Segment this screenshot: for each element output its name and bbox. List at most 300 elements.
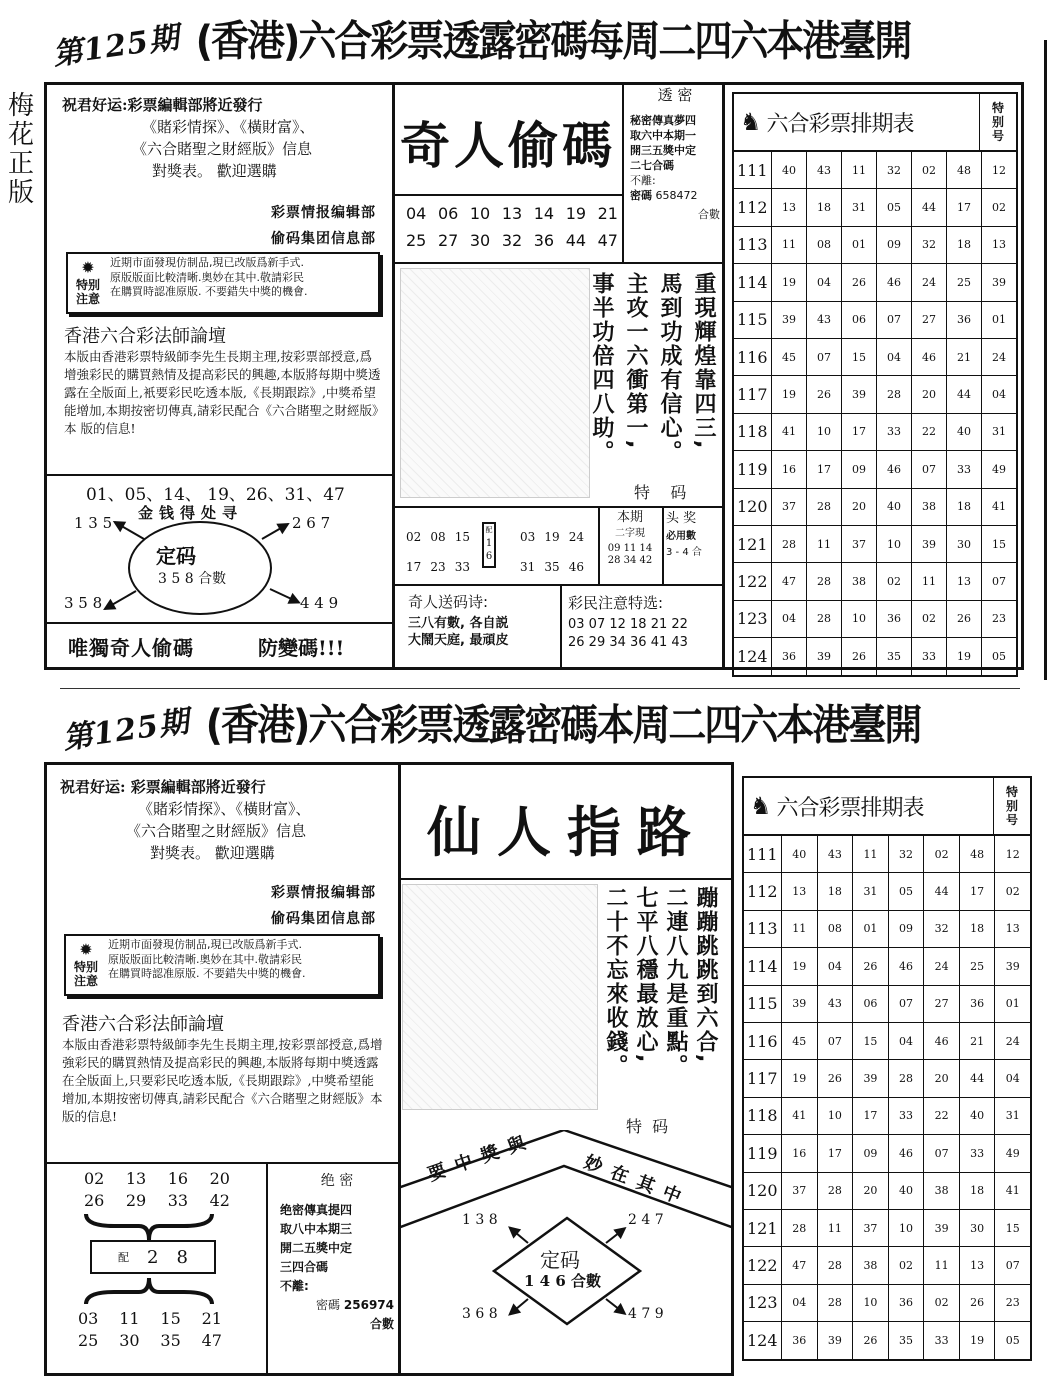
poem-column-3: 七平八穩最放心, [633,886,658,1065]
number-cell: 43 [807,152,842,188]
lucky-numbers: 01、05、14、 19、26、31、47 [86,485,345,505]
special-notice: ✹ 特别 注意 近期市面發現仿制品,現已改版爲新手式. 原版版面比較清晰.奥妙在其中.敬請彩民 在購買時認准原版. 不要錯失中獎的機會. [64,934,380,996]
number-cell: 08 [807,227,842,263]
mascot-icon: ♞ [750,792,771,820]
number-cell: 17 [947,189,982,225]
number-cell: 20 [842,489,877,525]
table-row [744,836,1030,873]
special-number-cell: 04 [1005,1072,1020,1086]
number-cell: 36 [947,302,982,338]
number-cell: 02 [924,1285,960,1321]
number-cell: 41 [772,414,807,450]
number-cell: 32 [889,836,925,872]
number-cell: 07 [818,1023,854,1059]
number-cell: 19 [960,1322,996,1359]
pair-left: 02 08 15 17 23 33 [406,530,470,574]
number-cell: 26 [807,376,842,412]
divider [398,878,734,880]
headline-text: (香港)六合彩票透露密碼每周二四六本港臺開 [195,17,911,66]
schedule-header: ♞ 六合彩票排期表 特 别 号 [744,778,1030,836]
special-number-cell: 02 [992,201,1006,215]
divider [398,762,401,1376]
number-cell: 32 [912,227,947,263]
dept-block: 彩票情报编辑部 偷码集团信息部 [271,885,376,927]
number-cell: 11 [924,1247,960,1283]
special-number-cell: 39 [992,275,1006,289]
sun-icon: ✹ [79,940,93,959]
number-cell: 13 [960,1247,996,1283]
number-cell: 37 [772,489,807,525]
number-cell: 44 [912,189,947,225]
table-row [734,601,1016,638]
number-cell: 28 [818,1247,854,1283]
special-number-cell: 13 [992,238,1006,252]
corner-top-right: 2 4 7 [628,1212,664,1228]
number-cell: 01 [842,227,877,263]
number-cell: 31 [853,873,889,909]
number-cell: 44 [924,873,960,909]
match-box: 配 1 6 [482,522,496,568]
special-number-cell: 15 [992,537,1006,551]
number-cell: 45 [772,339,807,375]
table-row [734,526,1016,563]
issue-number: 第125期 [50,20,182,73]
number-cell: 20 [912,376,947,412]
forum-block [64,326,382,438]
special-number-cell: 13 [1005,922,1020,936]
number-cell: 33 [877,414,912,450]
number-cell: 44 [947,376,982,412]
table-row [744,1023,1030,1060]
special-number-header: 特 别 号 [991,101,1004,143]
period-cell: 119 [734,451,772,487]
slogan-left: 唯獨奇人偷碼 [68,636,194,660]
number-cell: 40 [877,489,912,525]
slogan-right: 防變碼!!! [258,636,345,660]
special-number-cell: 07 [1005,1258,1020,1272]
number-cell: 37 [853,1210,889,1246]
number-cell: 41 [782,1098,818,1134]
special-number-cell: 02 [1005,885,1020,899]
brace-top-numbers: 02 13 16 20 26 29 33 42 [84,1169,230,1210]
special-number-cell: 07 [992,574,1006,588]
forum-title: 香港六合彩法師論壇 [62,1014,224,1035]
number-cell: 32 [877,152,912,188]
number-cell: 05 [877,189,912,225]
special-number-cell: 05 [992,650,1006,664]
table-row [744,986,1030,1023]
divider [44,1162,400,1164]
number-cell: 33 [924,1322,960,1359]
number-cell: 20 [853,1173,889,1209]
period-cell: 116 [744,1023,782,1059]
period-cell: 119 [744,1135,782,1171]
special-number-cell: 39 [1005,959,1020,973]
number-cell: 36 [877,601,912,637]
number-cell: 10 [889,1210,925,1246]
forum-body: 本版由香港彩票特級師李先生長期主理,按彩票部授意,爲增強彩民的購買熱情及提高彩民的興趣,本版將每期中獎透露在全版面上,只要彩民吃透本版,《長期跟踪》,中獎希望能增加,本期按密切傳真,請彩民配合《六合賭聖之財經版》本版的信息! [62,1037,383,1124]
number-cell: 10 [842,601,877,637]
number-cell: 28 [807,563,842,599]
number-cell: 30 [947,526,982,562]
number-cell: 22 [912,414,947,450]
special-number-cell: 01 [1005,997,1020,1011]
table-row [744,1210,1030,1247]
number-cell: 28 [807,601,842,637]
table-row [734,638,1016,675]
forum-title: 香港六合彩法師論壇 [64,326,226,347]
table-row [734,414,1016,451]
number-cell: 40 [889,1173,925,1209]
period-cell: 124 [734,638,772,675]
picks-block: 彩民注意特选: 03 07 12 18 21 22 26 29 34 36 41 43 [568,594,688,650]
number-cell: 39 [782,986,818,1022]
number-cell: 43 [807,302,842,338]
adjacent-sheet-edge [1044,40,1054,680]
number-cell: 02 [924,836,960,872]
number-cell: 10 [818,1098,854,1134]
divider [392,506,724,508]
number-cell: 09 [889,911,925,947]
number-cell: 18 [807,189,842,225]
table-row [734,264,1016,301]
number-cell: 36 [960,986,996,1022]
number-cell: 39 [912,526,947,562]
divider [60,688,1020,689]
table-row [734,152,1016,189]
special-number-cell: 12 [1005,847,1020,861]
number-cell: 28 [782,1210,818,1246]
special-number-cell: 05 [1005,1334,1020,1348]
divider [392,194,624,196]
corner-top-left: 1 3 8 [462,1212,498,1228]
number-cell: 07 [912,451,947,487]
number-cell: 48 [960,836,996,872]
table-row [744,873,1030,910]
number-cell: 19 [782,948,818,984]
table-row [744,1322,1030,1359]
number-cell: 16 [782,1135,818,1171]
headline-text: (香港)六合彩票透露密碼本周二四六本港臺開 [205,701,921,750]
diamond-center-value: 1 4 6 合數 [524,1272,601,1290]
number-cell: 38 [853,1247,889,1283]
poem-column-4: 二十不忘來收錢。 [603,886,628,1078]
special-number-cell: 41 [992,500,1006,514]
number-cell: 11 [807,526,842,562]
number-cell: 13 [782,873,818,909]
number-cell: 02 [877,563,912,599]
number-cell: 40 [947,414,982,450]
number-cell: 45 [782,1023,818,1059]
table-row [744,1285,1030,1322]
number-cell: 31 [842,189,877,225]
period-cell: 112 [744,873,782,909]
number-cell: 43 [818,836,854,872]
special-number-cell: 49 [992,462,1006,476]
number-cell: 07 [924,1135,960,1171]
period-cell: 115 [734,302,772,338]
corner-bottom-left: 3 6 8 [462,1306,498,1322]
issue-number: 第125期 [60,704,192,757]
number-cell: 47 [782,1247,818,1283]
number-cell: 39 [853,1060,889,1096]
number-cell: 17 [960,873,996,909]
table-row [734,563,1016,600]
number-cell: 30 [960,1210,996,1246]
special-number-cell: 15 [1005,1221,1020,1235]
number-cell: 39 [818,1322,854,1359]
divider [392,262,724,264]
divider [560,584,562,670]
number-cell: 25 [947,264,982,300]
divider [598,506,600,584]
number-cell: 26 [842,264,877,300]
corner-bottom-left: 3 5 8 [64,594,103,612]
period-cell: 124 [744,1322,782,1359]
number-cell: 10 [807,414,842,450]
number-cell: 33 [912,638,947,675]
number-cell: 10 [853,1285,889,1321]
number-cell: 38 [924,1173,960,1209]
number-cell: 20 [924,1060,960,1096]
period-cell: 120 [734,489,772,525]
number-cell: 28 [807,489,842,525]
number-cell: 18 [960,911,996,947]
special-number-header: 特 别 号 [1005,785,1018,827]
number-cell: 04 [889,1023,925,1059]
special-code-label: 特 码 [634,483,687,502]
bottom-headline [60,694,921,757]
number-cell: 04 [782,1285,818,1321]
number-cell: 17 [842,414,877,450]
number-cell: 11 [842,152,877,188]
number-cell: 46 [877,264,912,300]
number-cell: 33 [889,1098,925,1134]
period-cell: 121 [744,1210,782,1246]
number-cell: 36 [889,1285,925,1321]
number-cell: 39 [807,638,842,675]
number-cell: 19 [772,376,807,412]
number-cell: 43 [818,986,854,1022]
number-cell: 16 [772,451,807,487]
number-cell: 22 [924,1098,960,1134]
number-cell: 46 [889,1135,925,1171]
number-cell: 44 [960,1060,996,1096]
schedule-table [732,92,1018,677]
forum-body: 本版由香港彩票特級師李先生長期主理,按彩票部授意,爲增強彩民的購買熱情及提高彩民的興趣,本版將每期中獎透露在全版面上,衹要彩民吃透本版,《長期跟踪》,中獎希望能增加,本期按密切傳真,請彩民配合《六合賭聖之財經版》本 版的信息! [64,349,381,436]
sun-icon: ✹ [81,258,95,277]
table-row [734,451,1016,488]
number-cell: 33 [960,1135,996,1171]
number-cell: 27 [924,986,960,1022]
number-cell: 46 [912,339,947,375]
number-cell: 47 [772,563,807,599]
schedule-table [742,776,1032,1361]
period-cell: 114 [744,948,782,984]
number-cell: 06 [842,302,877,338]
special-number-cell: 31 [992,425,1006,439]
ellipse-center-value: 3 5 8 合數 [158,571,227,587]
number-cell: 07 [877,302,912,338]
numbers-row-2: 25 27 30 32 36 44 47 [406,231,618,250]
poem-column-1: 蹦蹦跳跳到六合, [693,886,718,1065]
period-cell: 123 [744,1285,782,1321]
corner-top-left: 1 3 5 [74,514,113,532]
number-cell: 02 [912,601,947,637]
special-number-cell: 01 [992,313,1006,327]
poem-column-3: 主攻一六衝第一, [623,272,648,451]
divider [392,584,724,586]
number-cell: 08 [818,911,854,947]
number-cell: 26 [818,1060,854,1096]
number-cell: 39 [842,376,877,412]
number-cell: 26 [842,638,877,675]
number-cell: 15 [842,339,877,375]
table-row [744,948,1030,985]
number-cell: 02 [889,1247,925,1283]
period-cell: 111 [734,152,772,188]
number-cell: 37 [842,526,877,562]
poem-gift-block: 奇人送码诗: 三八有數, 各自説 大鬧天庭, 最頑皮 [408,593,509,648]
warriors-illustration [400,268,590,498]
greeting-block: 祝君好运:彩票編輯部將近發行 《賭彩情探》、《橫財富》、 《六合賭聖之財經版》信息 對獎表。 歡迎選購 [62,96,315,180]
poem-column-4: 事半功倍四八助。 [589,272,614,464]
special-number-cell: 49 [1005,1146,1020,1160]
corner-bottom-right: 4 4 9 [300,594,339,612]
number-cell: 28 [772,526,807,562]
period-cell: 112 [734,189,772,225]
court-illustration [402,884,598,1110]
number-cell: 39 [924,1210,960,1246]
number-cell: 33 [947,451,982,487]
number-cell: 28 [877,376,912,412]
special-number-cell: 31 [1005,1109,1020,1123]
divider [392,82,395,670]
divider [722,82,725,670]
corner-top-right: 2 6 7 [292,514,331,532]
number-cell: 19 [772,264,807,300]
main-title: 奇人偷碼 [400,116,616,175]
table-row [744,1098,1030,1135]
divider [622,82,624,262]
number-cell: 10 [877,526,912,562]
number-cell: 39 [772,302,807,338]
number-cell: 01 [853,911,889,947]
period-cell: 122 [744,1247,782,1283]
poem-column-1: 重現輝煌靠四三, [691,272,716,451]
match-box: 配 2 8 [90,1240,216,1274]
number-cell: 28 [818,1285,854,1321]
special-code-label: 特 码 [626,1117,669,1136]
period-cell: 111 [744,836,782,872]
number-cell: 17 [853,1098,889,1134]
table-row [744,1247,1030,1284]
number-cell: 40 [782,836,818,872]
number-cell: 09 [877,227,912,263]
number-cell: 25 [960,948,996,984]
number-cell: 35 [889,1322,925,1359]
number-cell: 17 [807,451,842,487]
number-cell: 36 [772,638,807,675]
table-row [744,1173,1030,1210]
table-row [734,376,1016,413]
schedule-header: ♞ 六合彩票排期表 特 别 号 [734,94,1016,152]
number-cell: 11 [912,563,947,599]
number-cell: 38 [912,489,947,525]
period-cell: 117 [734,376,772,412]
table-row [734,339,1016,376]
forum-block [62,1014,384,1126]
main-title: 仙人指路 [427,800,707,864]
table-row [744,1135,1030,1172]
banner-left-text: 要中獎與 [425,1129,539,1186]
table-row [734,189,1016,226]
ellipse-subtitle: 金钱得处寻 [138,504,244,522]
number-cell: 18 [960,1173,996,1209]
period-cell: 122 [734,563,772,599]
divider [266,1162,268,1376]
secret-block: 绝 密 绝密傳真提四 取八中本期三 開二五獎中定 三四合碼 不離: 密碼 256974 合數 [280,1173,394,1331]
number-cell: 04 [818,948,854,984]
number-cell: 26 [853,948,889,984]
number-cell: 21 [960,1023,996,1059]
number-cell: 02 [912,152,947,188]
pair-right: 03 19 24 31 35 46 [520,530,584,574]
corner-bottom-right: 4 7 9 [628,1306,664,1322]
period-cell: 113 [734,227,772,263]
number-cell: 27 [912,302,947,338]
period-cell: 121 [734,526,772,562]
number-cell: 37 [782,1173,818,1209]
number-cell: 46 [889,948,925,984]
number-cell: 18 [947,489,982,525]
divider [662,506,664,584]
number-cell: 11 [772,227,807,263]
number-cell: 36 [782,1322,818,1359]
period-cell: 115 [744,986,782,1022]
number-cell: 38 [842,563,877,599]
number-cell: 04 [807,264,842,300]
number-cell: 07 [889,986,925,1022]
divider [44,474,392,476]
number-cell: 19 [782,1060,818,1096]
special-notice: ✹ 特别 注意 近期市面發現仿制品,現已改版爲新手式. 原版版面比較清晰.奥妙在其中.敬請彩民 在購買時認准原版. 不要錯失中獎的機會. [66,252,380,314]
number-cell: 05 [889,873,925,909]
divider [44,622,392,624]
special-number-cell: 23 [1005,1296,1020,1310]
greeting-block: 祝君好运: 彩票編輯部將近發行 《賭彩情探》、《橫財富》、 《六合賭聖之財經版》信息 對獎表。 歡迎選購 [60,778,311,862]
number-cell: 18 [947,227,982,263]
brace-down-icon [84,1212,214,1242]
poem-column-2: 二連八九是重點。 [663,886,688,1078]
number-cell: 11 [853,836,889,872]
table-row [734,227,1016,264]
special-number-cell: 24 [992,350,1006,364]
number-cell: 07 [807,339,842,375]
period-cell: 113 [744,911,782,947]
first-prize-block: 头 奖 必用數 3 - 4 合 [666,511,702,558]
table-row [734,489,1016,526]
number-cell: 04 [772,601,807,637]
number-cell: 09 [853,1135,889,1171]
number-cell: 46 [924,1023,960,1059]
number-cell: 35 [877,638,912,675]
number-cell: 26 [947,601,982,637]
table-row [734,302,1016,339]
number-cell: 26 [960,1285,996,1321]
banner-right-text: 妙在其中 [581,1151,694,1212]
numbers-row-1: 04 06 10 13 14 19 21 [406,204,618,223]
